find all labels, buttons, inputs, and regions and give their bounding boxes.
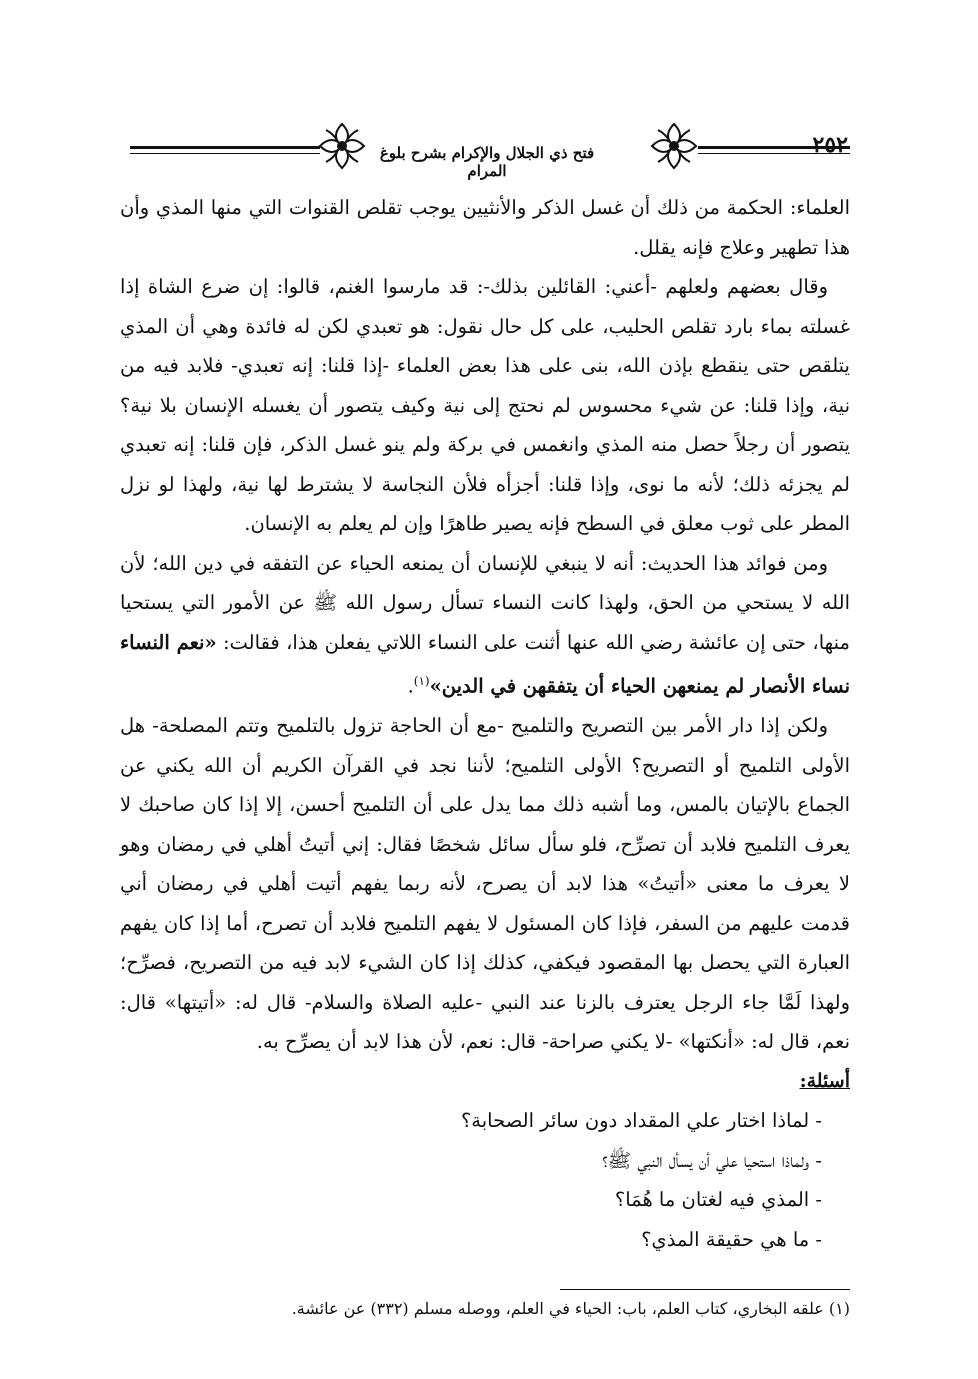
footnote: (١) علقه البخاري، كتاب العلم، باب: الحياء في العلم، ووصله مسلم (٣٣٢) عن عائشة. — [291, 1299, 850, 1318]
page-number: ٢٥٢ — [812, 132, 848, 158]
floral-ornament-icon — [316, 120, 368, 172]
header-rule-left — [130, 146, 320, 149]
main-text — [120, 188, 850, 1259]
question-item: - ما هي حقيقة المذي؟ — [641, 1227, 822, 1251]
questions-list — [120, 1101, 850, 1259]
paragraph: ولكن إذا دار الأمر بين التصريح والتلميح -مع أن الحاجة تزول بالتلميح وتتم المصلحة- هل الأولى التلميح أو التصريح؟ الأولى التلميح؛ لأننا نجد في القرآن الكريم أن الله يكني عن الجماع بالإتيان بالمس، وما أشبه ذلك مما يدل على أن التلميح أحسن، إلا إذا كان صاحبك لا يعرف التلميح فلابد أن تصرِّح، فلو سأل سائل شخصًا فقال: إني أتيتُ أهلي في رمضان وهو لا يعرف ما معنى «أتيتُ» هذا لابد أن يصرح، لأنه ربما يفهم أتيت أهلي في رمضان أني قدمت عليهم من السفر، فإذا كان المسئول لا يفهم التلميح فلابد أن تصرح، أما إذا كان يفهم العبارة التي يحصل بها المقصود فيكفي، كذلك إذا كان الشيء لابد فيه من التصريح، فصرِّح؛ ولهذا لَمَّا جاء الرجل يعترف بالزنا عند النبي -عليه الصلاة والسلام- قال له: «أتيتها» قال: نعم، قال له: «أنكتها» -لا يكني صراحة- قال: نعم، لأن هذا لابد أن يصرِّح به. — [120, 714, 850, 1053]
hadith-quote: «نعم النساء نساء الأنصار لم يمنعهن الحياء أن يتفقهن في الدين» — [120, 630, 850, 698]
question-item: - المذي فيه لغتان ما هُمَا؟ — [614, 1188, 822, 1211]
question-item: - لماذا اختار علي المقداد دون سائر الصحابة؟ — [460, 1109, 822, 1132]
paragraph-text-end: . — [407, 674, 414, 698]
questions-heading: أسئلة: — [799, 1069, 850, 1092]
paragraph: وقال بعضهم ولعلهم -أعني: القائلين بذلك-: قد مارسوا الغنم، قالوا: إن ضرع الشاة إذا غسلته بماء بارد تقلص الحليب، على كل حال نقول: هو تعبدي لكن له فائدة وهي أن المذي يتلقص حتى ينقطع بإذن الله، بنى على هذا بعض العلماء -إذا قلنا: إنه تعبدي- فلابد فيه من نية، وإذا قلنا: عن شيء محسوس لم نحتج إلى نية وكيف يتصور أن يغسله الإنسان بلا نية؟ يتصور أن رجلاً حصل منه المذي وانغمس في بركة ولم ينو غسل الذكر، فإن قلنا: إنه تعبدي لم يجزئه ذلك؛ لأنه ما نوى، وإذا قلنا: أجزأه فلأن النجاسة لا يشترط لها نية، ولهذا لو نزل المطر على ثوب معلق في السطح فإنه يصير طاهرًا وإن لم يعلم به الإنسان. — [120, 275, 850, 535]
header-rule-left-thin — [130, 153, 320, 154]
floral-ornament-icon — [648, 120, 700, 172]
page-header — [130, 118, 850, 178]
question-item: - ولماذا استحيا علي أن يسأل النبي ﷺ؟ — [602, 1148, 822, 1172]
book-title: فتح ذي الجلال والإكرام بشرح بلوغ المرام — [379, 144, 595, 180]
footnote-divider — [560, 1289, 850, 1290]
footnote-reference[interactable]: (١) — [413, 674, 430, 688]
paragraph: العلماء: الحكمة من ذلك أن غسل الذكر والأنثيين يوجب تقلص القنوات التي منها المذي وأن هذا تطهير وعلاج فإنه يقلل. — [120, 196, 850, 259]
paragraph — [120, 544, 850, 707]
paragraph-text: ومن فوائد هذا الحديث: أنه لا ينبغي للإنسان أن يمنعه الحياء عن التفقه في دين الله؛ لأن الله لا يستحي من الحق، ولهذا كانت النساء تسأل رسول الله ﷺ عن الأمور التي يستحيا منها، حتى إن عائشة رضي الله عنها أثنت على النساء اللاتي يفعلن هذا، فقالت: — [120, 551, 850, 654]
